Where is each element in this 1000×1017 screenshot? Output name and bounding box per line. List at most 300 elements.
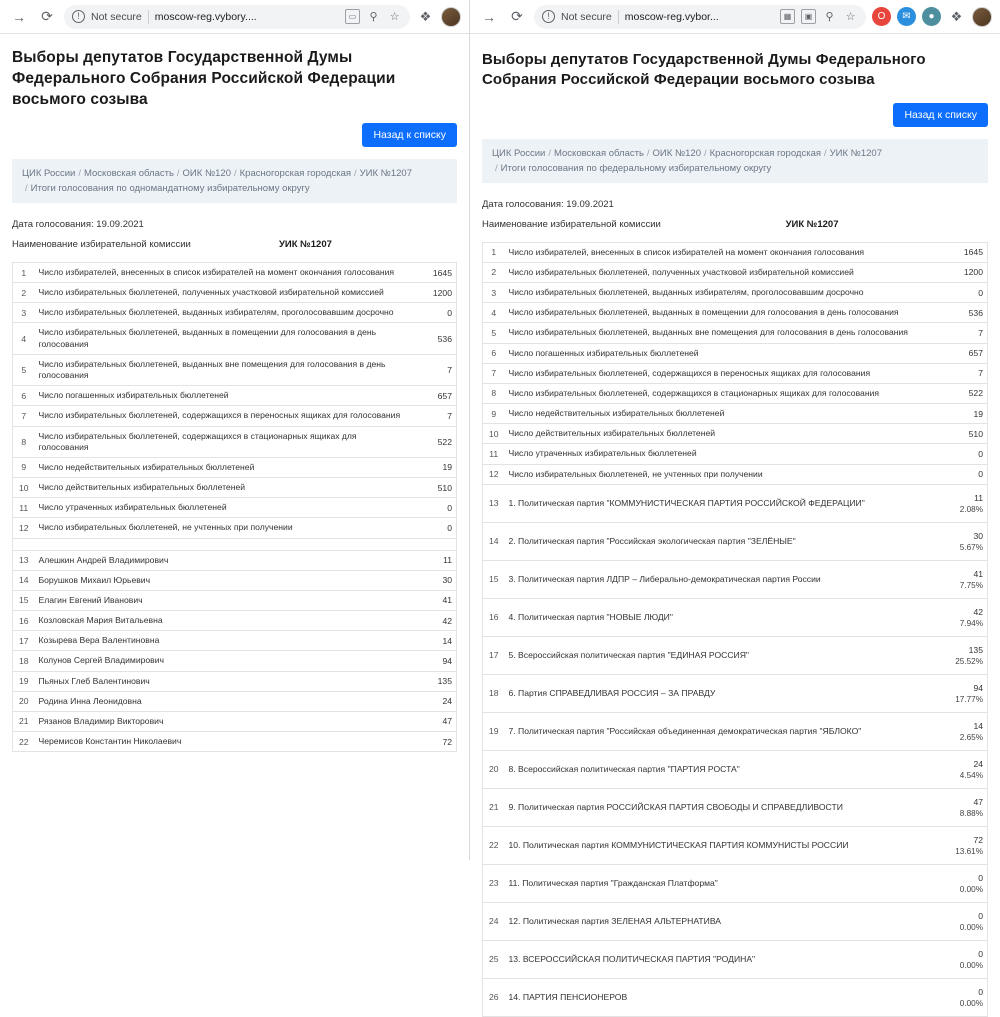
breadcrumb-separator: /: [233, 167, 237, 179]
table-row: [483, 902, 988, 940]
party-name: 10. Политическая партия КОММУНИСТИЧЕСКАЯ ПАРТИЯ КОММУНИСТЫ РОССИИ: [505, 826, 944, 864]
security-status-label: Not secure: [561, 10, 612, 23]
back-to-list-button[interactable]: Назад к списку: [893, 103, 988, 127]
table-row: [483, 444, 988, 464]
omnibox-divider: [148, 10, 149, 24]
party-votes: 72: [973, 834, 983, 845]
party-name: 4. Политическая партия "НОВЫЕ ЛЮДИ": [505, 598, 944, 636]
party-result: [944, 978, 988, 1016]
table-row: [483, 424, 988, 444]
results-table-right: [482, 242, 988, 1017]
row-index: 17: [483, 636, 505, 674]
commission-label: Наименование избирательной комиссии: [482, 218, 661, 230]
back-to-list-button[interactable]: Назад к списку: [362, 123, 457, 147]
candidate-votes: 47: [413, 711, 457, 731]
row-index: 7: [13, 406, 35, 426]
party-result: [944, 712, 988, 750]
table-row: [13, 303, 457, 323]
party-result: [944, 864, 988, 902]
party-percent: 7.94%: [959, 618, 983, 628]
party-result: [944, 674, 988, 712]
search-icon[interactable]: ⚲: [825, 11, 834, 23]
breadcrumb-item-uik[interactable]: УИК №1207: [359, 167, 413, 179]
row-index: 18: [483, 674, 505, 712]
table-row: [13, 498, 457, 518]
party-result: [944, 788, 988, 826]
row-value: 0: [413, 518, 457, 538]
row-value: 657: [413, 386, 457, 406]
table-row: [13, 651, 457, 671]
row-value: 0: [944, 444, 988, 464]
row-label: Число избирательных бюллетеней, полученных участковой избирательной комиссией: [505, 262, 944, 282]
breadcrumb-item-oik[interactable]: ОИК №120: [182, 167, 231, 179]
table-row: [483, 978, 988, 1016]
row-index: 11: [483, 444, 505, 464]
url-text: moscow-reg.vybory....: [154, 10, 257, 23]
voting-date: [12, 219, 457, 230]
row-index: 15: [483, 560, 505, 598]
row-index: 3: [13, 303, 35, 323]
row-label: Число избирательных бюллетеней, выданных вне помещения для голосования в день голосования: [505, 323, 944, 343]
row-value: 0: [413, 498, 457, 518]
breadcrumb-item-cik[interactable]: ЦИК России: [492, 147, 546, 159]
candidate-votes: 41: [413, 590, 457, 610]
party-percent: 0.00%: [959, 884, 983, 894]
row-label: Число избирательных бюллетеней, не учтенных при получении: [35, 518, 413, 538]
row-label: Число недействительных избирательных бюллетеней: [505, 404, 944, 424]
party-result: [944, 940, 988, 978]
row-index: 19: [13, 671, 35, 691]
row-index: 5: [483, 323, 505, 343]
commission-value: УИК №1207: [279, 239, 332, 251]
row-index: 10: [13, 478, 35, 498]
row-index: 3: [483, 283, 505, 303]
row-value: 1645: [413, 262, 457, 282]
row-label: Число избирательных бюллетеней, полученных участковой избирательной комиссией: [35, 283, 413, 303]
party-name: 9. Политическая партия РОССИЙСКАЯ ПАРТИЯ СВОБОДЫ И СПРАВЕДЛИВОСТИ: [505, 788, 944, 826]
party-name: 6. Партия СПРАВЕДЛИВАЯ РОССИЯ – ЗА ПРАВДУ: [505, 674, 944, 712]
row-index: 6: [483, 343, 505, 363]
candidate-name: Родина Инна Леонидовна: [35, 691, 413, 711]
row-label: Число утраченных избирательных бюллетеней: [505, 444, 944, 464]
party-percent: 13.61%: [955, 846, 983, 856]
table-row: [13, 354, 457, 385]
breadcrumb: [482, 139, 988, 183]
party-name: 1. Политическая партия "КОММУНИСТИЧЕСКАЯ ПАРТИЯ РОССИЙСКОЙ ФЕДЕРАЦИИ": [505, 484, 944, 522]
row-index: 19: [483, 712, 505, 750]
row-label: Число избирательных бюллетеней, не учтенных при получении: [505, 464, 944, 484]
breadcrumb: [12, 159, 457, 203]
row-index: 17: [13, 631, 35, 651]
table-row: [13, 262, 457, 282]
not-secure-icon: !: [72, 10, 85, 23]
party-result: [944, 560, 988, 598]
spacer-cell: [13, 538, 35, 550]
row-label: Число погашенных избирательных бюллетеней: [35, 386, 413, 406]
candidate-name: Рязанов Владимир Викторович: [35, 711, 413, 731]
breadcrumb-item-uik[interactable]: УИК №1207: [829, 147, 883, 159]
breadcrumb-separator: /: [495, 162, 498, 174]
commission-label: Наименование избирательной комиссии: [12, 239, 191, 251]
voting-date-value: 19.09.2021: [96, 219, 144, 231]
row-value: 522: [944, 383, 988, 403]
omnibox-divider: [618, 10, 619, 24]
translate-icon[interactable]: ▣: [801, 9, 816, 24]
voting-date: [482, 199, 988, 210]
breadcrumb-separator: /: [176, 167, 180, 179]
row-label: Число избирательных бюллетеней, содержащихся в переносных ящиках для голосования: [35, 406, 413, 426]
breadcrumb-separator: /: [646, 147, 650, 159]
party-name: 12. Политическая партия ЗЕЛЕНАЯ АЛЬТЕРНАТИВА: [505, 902, 944, 940]
table-row: [483, 826, 988, 864]
candidate-name: Черемисов Константин Николаевич: [35, 732, 413, 752]
table-spacer-row: [13, 538, 457, 550]
meta-block: [482, 199, 988, 232]
profile-avatar[interactable]: [441, 7, 461, 27]
row-label: Число недействительных избирательных бюллетеней: [35, 457, 413, 477]
party-votes: 30: [973, 530, 983, 541]
party-votes: 47: [973, 796, 983, 807]
party-percent: 2.08%: [959, 504, 983, 514]
reader-mode-icon[interactable]: ▭: [345, 9, 360, 24]
row-label: Число избирательных бюллетеней, содержащихся в стационарных ящиках для голосования: [35, 426, 413, 457]
row-index: 8: [13, 426, 35, 457]
row-label: Число избирательных бюллетеней, выданных вне помещения для голосования в день голосования: [35, 354, 413, 385]
table-row: [483, 864, 988, 902]
table-row: [13, 426, 457, 457]
row-index: 20: [13, 691, 35, 711]
table-row: [483, 940, 988, 978]
row-index: 1: [483, 242, 505, 262]
table-row: [13, 671, 457, 691]
profile-avatar[interactable]: [972, 7, 992, 27]
row-index: 2: [483, 262, 505, 282]
party-votes: 0: [978, 986, 983, 997]
table-row: [483, 484, 988, 522]
opera-icon[interactable]: O: [872, 7, 891, 26]
row-index: 16: [13, 611, 35, 631]
row-index: 5: [13, 354, 35, 385]
table-row: [483, 404, 988, 424]
candidate-votes: 14: [413, 631, 457, 651]
puzzle-extension-icon[interactable]: ❖: [950, 8, 963, 24]
party-percent: 8.88%: [959, 808, 983, 818]
party-votes: 11: [974, 492, 983, 503]
party-percent: 17.77%: [955, 694, 983, 704]
right-page-content: [470, 50, 1000, 1017]
party-votes: 0: [978, 872, 983, 883]
table-row: [483, 598, 988, 636]
candidate-name: Борушков Михаил Юрьевич: [35, 570, 413, 590]
row-value: 1200: [944, 262, 988, 282]
party-votes: 94: [973, 682, 983, 693]
party-result: [944, 636, 988, 674]
party-votes: 42: [973, 606, 983, 617]
row-index: 4: [483, 303, 505, 323]
party-percent: 7.75%: [959, 580, 983, 590]
party-percent: 0.00%: [959, 960, 983, 970]
breadcrumb-item-city[interactable]: Красногорская городская: [239, 167, 351, 179]
address-bar[interactable]: [64, 5, 410, 29]
row-value: 19: [413, 457, 457, 477]
row-index: 21: [13, 711, 35, 731]
results-rows: [483, 242, 988, 1016]
table-row: [483, 712, 988, 750]
address-bar[interactable]: [534, 5, 866, 29]
row-index: 21: [483, 788, 505, 826]
bookmark-star-icon[interactable]: ☆: [845, 11, 856, 23]
row-label: Число действительных избирательных бюллетеней: [505, 424, 944, 444]
row-value: 657: [944, 343, 988, 363]
row-value: 7: [413, 406, 457, 426]
row-value: 0: [944, 283, 988, 303]
row-index: 11: [13, 498, 35, 518]
party-result: [944, 902, 988, 940]
left-browser-toolbar: [0, 0, 469, 34]
party-percent: 0.00%: [959, 998, 983, 1008]
commission-row: [482, 219, 988, 232]
row-label: Число избирательных бюллетеней, выданных в помещении для голосования в день голосования: [505, 303, 944, 323]
breadcrumb-separator: /: [548, 147, 551, 159]
candidate-name: Пьяных Глеб Валентинович: [35, 671, 413, 691]
table-row: [483, 283, 988, 303]
row-index: 16: [483, 598, 505, 636]
reload-button[interactable]: ⟳: [41, 8, 53, 24]
party-name: 13. ВСЕРОССИЙСКАЯ ПОЛИТИЧЕСКАЯ ПАРТИЯ "РОДИНА": [505, 940, 944, 978]
party-votes: 41: [973, 568, 983, 579]
breadcrumb-item-region[interactable]: Московская область: [554, 147, 644, 159]
table-row: [483, 522, 988, 560]
row-index: 12: [13, 518, 35, 538]
table-row: [13, 406, 457, 426]
party-result: [944, 826, 988, 864]
table-row: [483, 262, 988, 282]
table-row: [483, 303, 988, 323]
row-index: 26: [483, 978, 505, 1016]
party-votes: 14: [973, 720, 983, 731]
row-label: Число избирателей, внесенных в список избирателей на момент окончания голосования: [505, 242, 944, 262]
not-secure-icon: !: [542, 10, 555, 23]
table-row: [13, 518, 457, 538]
row-label: Число погашенных избирательных бюллетеней: [505, 343, 944, 363]
row-index: 15: [13, 590, 35, 610]
url-text: moscow-reg.vybor...: [624, 10, 719, 23]
breadcrumb-current: Итоги голосования по одномандатному избирательному округу: [30, 182, 310, 194]
breadcrumb-item-oik[interactable]: ОИК №120: [652, 147, 701, 159]
spacer-cell: [35, 538, 413, 550]
candidate-name: Козловская Мария Витальевна: [35, 611, 413, 631]
party-name: 8. Всероссийская политическая партия "ПАРТИЯ РОСТА": [505, 750, 944, 788]
table-row: [13, 283, 457, 303]
party-result: [944, 750, 988, 788]
row-index: 12: [483, 464, 505, 484]
search-icon[interactable]: ⚲: [369, 11, 378, 23]
row-index: 20: [483, 750, 505, 788]
messenger-icon[interactable]: ✉: [897, 7, 916, 26]
table-row: [13, 590, 457, 610]
row-index: 25: [483, 940, 505, 978]
row-label: Число избирательных бюллетеней, выданных избирателям, проголосовавшим досрочно: [35, 303, 413, 323]
row-index: 13: [483, 484, 505, 522]
voting-date-label: Дата голосования:: [12, 219, 94, 231]
row-label: Число избирательных бюллетеней, содержащихся в переносных ящиках для голосования: [505, 363, 944, 383]
row-label: Число избирателей, внесенных в список избирателей на момент окончания голосования: [35, 262, 413, 282]
row-index: 14: [483, 522, 505, 560]
candidate-name: Козырева Вера Валентиновна: [35, 631, 413, 651]
table-row: [13, 732, 457, 752]
candidate-votes: 94: [413, 651, 457, 671]
commission-row: [12, 239, 457, 252]
row-value: 510: [413, 478, 457, 498]
right-browser-window: [470, 0, 1000, 1008]
row-label: Число действительных избирательных бюллетеней: [35, 478, 413, 498]
table-row: [483, 363, 988, 383]
candidate-votes: 30: [413, 570, 457, 590]
candidate-votes: 11: [413, 550, 457, 570]
grid-apps-icon[interactable]: ▦: [780, 9, 795, 24]
row-index: 9: [13, 457, 35, 477]
table-row: [13, 478, 457, 498]
row-index: 2: [13, 283, 35, 303]
row-index: 8: [483, 383, 505, 403]
row-value: 7: [413, 354, 457, 385]
table-row: [13, 386, 457, 406]
table-row: [483, 323, 988, 343]
party-name: 7. Политическая партия "Российская объединенная демократическая партия "ЯБЛОКО": [505, 712, 944, 750]
party-name: 11. Политическая партия "Гражданская Платформа": [505, 864, 944, 902]
party-percent: 5.67%: [959, 542, 983, 552]
party-result: [944, 522, 988, 560]
party-name: 5. Всероссийская политическая партия "ЕДИНАЯ РОССИЯ": [505, 636, 944, 674]
right-browser-toolbar: [470, 0, 1000, 34]
results-rows: [13, 262, 457, 751]
row-label: Число избирательных бюллетеней, выданных в помещении для голосования в день голосования: [35, 323, 413, 354]
row-label: Число утраченных избирательных бюллетеней: [35, 498, 413, 518]
table-row: [13, 570, 457, 590]
candidate-name: Алешкин Андрей Владимирович: [35, 550, 413, 570]
forward-button[interactable]: →: [482, 8, 496, 25]
breadcrumb-separator: /: [354, 167, 357, 179]
table-row: [483, 464, 988, 484]
breadcrumb-item-city[interactable]: Красногорская городская: [709, 147, 821, 159]
row-index: 1: [13, 262, 35, 282]
row-label: Число избирательных бюллетеней, содержащихся в стационарных ящиках для голосования: [505, 383, 944, 403]
row-index: 9: [483, 404, 505, 424]
table-row: [483, 788, 988, 826]
voting-date-value: 19.09.2021: [566, 198, 614, 210]
table-row: [13, 457, 457, 477]
party-percent: 0.00%: [959, 922, 983, 932]
party-name: 3. Политическая партия ЛДПР – Либерально-демократическая партия России: [505, 560, 944, 598]
row-index: 22: [13, 732, 35, 752]
meta-block: [12, 219, 457, 252]
row-index: 6: [13, 386, 35, 406]
party-votes: 0: [978, 910, 983, 921]
row-value: 7: [944, 323, 988, 343]
breadcrumb-item-region[interactable]: Московская область: [84, 167, 174, 179]
row-value: 536: [413, 323, 457, 354]
candidate-votes: 135: [413, 671, 457, 691]
left-browser-window: [0, 0, 470, 860]
table-row: [483, 560, 988, 598]
back-button-row: [482, 103, 988, 127]
row-value: 0: [944, 464, 988, 484]
results-table-left: [12, 262, 457, 752]
breadcrumb-separator: /: [703, 147, 707, 159]
breadcrumb-current: Итоги голосования по федеральному избирательному округу: [500, 162, 772, 174]
row-label: Число избирательных бюллетеней, выданных избирателям, проголосовавшим досрочно: [505, 283, 944, 303]
party-name: 2. Политическая партия "Российская экологическая партия "ЗЕЛЁНЫЕ": [505, 522, 944, 560]
row-value: 510: [944, 424, 988, 444]
candidate-votes: 24: [413, 691, 457, 711]
row-value: 19: [944, 404, 988, 424]
page-title: Выборы депутатов Государственной Думы Федерального Собрания Российской Федерации восьмого созыва: [482, 51, 926, 89]
row-value: 536: [944, 303, 988, 323]
party-percent: 4.54%: [959, 770, 983, 780]
row-index: 18: [13, 651, 35, 671]
breadcrumb-item-cik[interactable]: ЦИК России: [22, 167, 76, 179]
candidate-votes: 72: [413, 732, 457, 752]
party-name: 14. ПАРТИЯ ПЕНСИОНЕРОВ: [505, 978, 944, 1016]
row-index: 24: [483, 902, 505, 940]
row-index: 10: [483, 424, 505, 444]
row-index: 23: [483, 864, 505, 902]
party-percent: 25.52%: [955, 656, 983, 666]
left-page-content: [0, 48, 469, 752]
party-votes: 24: [973, 758, 983, 769]
table-row: [13, 711, 457, 731]
table-row: [483, 636, 988, 674]
row-value: 522: [413, 426, 457, 457]
row-value: 1200: [413, 283, 457, 303]
page-title: Выборы депутатов Государственной Думы Федерального Собрания Российской Федерации восьмого созыва: [12, 49, 396, 108]
reload-button[interactable]: ⟳: [511, 8, 523, 24]
table-row: [483, 750, 988, 788]
table-row: [483, 674, 988, 712]
security-status-label: Not secure: [91, 10, 142, 23]
party-result: [944, 598, 988, 636]
table-row: [13, 691, 457, 711]
row-value: 7: [944, 363, 988, 383]
row-index: 14: [13, 570, 35, 590]
breadcrumb-separator: /: [25, 182, 28, 194]
row-index: 7: [483, 363, 505, 383]
table-row: [13, 323, 457, 354]
party-percent: 2.65%: [959, 732, 983, 742]
adblock-icon[interactable]: ●: [922, 7, 941, 26]
candidate-name: Колунов Сергей Владимирович: [35, 651, 413, 671]
breadcrumb-separator: /: [78, 167, 81, 179]
row-index: 4: [13, 323, 35, 354]
puzzle-extension-icon[interactable]: ❖: [419, 8, 432, 24]
party-votes: 135: [968, 644, 983, 655]
candidate-votes: 42: [413, 611, 457, 631]
row-index: 22: [483, 826, 505, 864]
bookmark-star-icon[interactable]: ☆: [389, 11, 400, 23]
row-value: 0: [413, 303, 457, 323]
row-value: 1645: [944, 242, 988, 262]
spacer-cell: [413, 538, 457, 550]
forward-button[interactable]: →: [12, 8, 26, 25]
table-row: [13, 611, 457, 631]
breadcrumb-separator: /: [824, 147, 827, 159]
voting-date-label: Дата голосования:: [482, 198, 564, 210]
row-index: 13: [13, 550, 35, 570]
table-row: [13, 550, 457, 570]
table-row: [13, 631, 457, 651]
commission-value: УИК №1207: [785, 218, 839, 230]
table-row: [483, 383, 988, 403]
